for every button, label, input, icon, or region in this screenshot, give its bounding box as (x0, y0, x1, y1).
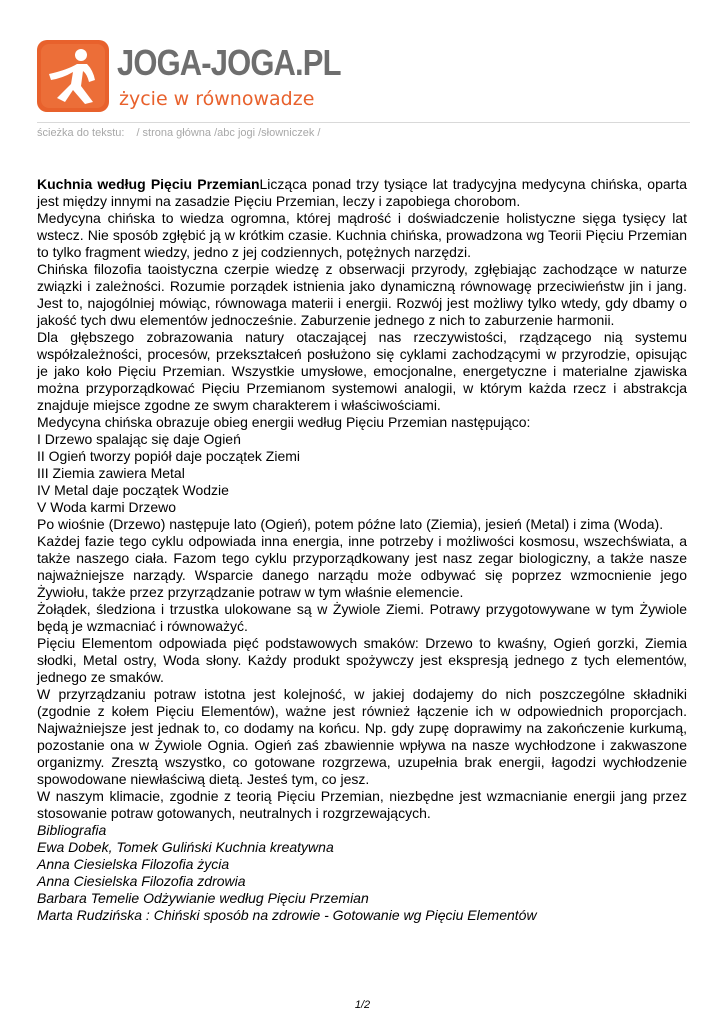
bibliography-item: Anna Ciesielska Filozofia zdrowia (37, 873, 246, 889)
paragraph: Po wiośnie (Drzewo) następuje lato (Ogień), potem późne lato (Ziemia), jesień (Metal) i zima (Woda). (37, 516, 664, 532)
bibliography-item: Barbara Temelie Odżywianie według Pięciu Przemian (37, 890, 369, 906)
article-title: Kuchnia według Pięciu Przemian (37, 176, 260, 192)
paragraph: W naszym klimacie, zgodnie z teorią Pięciu Przemian, niezbędne jest wzmacnianie energii jang przez stosowanie potraw gotowanych, neutralnych i rozgrzewających. (37, 788, 687, 821)
page-number: 1/2 (354, 999, 371, 1011)
header-divider (37, 122, 690, 123)
paragraph: W przyrządzaniu potraw istotna jest kolejność, w jakiej dodajemy do nich poszczególne składniki (zgodnie z kołem Pięciu Elementów), ważne jest również łączenie ich w odpowiednich proporcjach. Najważniejsze jest jednak to, co dodamy na końcu. Np. gdy zupę doprawimy na zakończenie kurkumą, pozostanie ona w Żywiole Ognia. Ogień zaś zbawiennie wpływa na nasze wychłodzone i zakwaszone organizmy. Zresztą wszystko, co gotowane rozgrzewa, uzupełnia brak energii, łagodzi wychłodzenie spowodowane niewłaściwą dietą. Jesteś tym, co jesz. (37, 686, 687, 787)
breadcrumb (37, 127, 320, 139)
paragraph: Medycyna chińska to wiedza ogromna, której mądrość i doświadczenie holistyczne sięga tysięcy lat wstecz. Nie sposób zgłębić ją w krótkim czasie. Kuchnia chińska, prowadzona wg Teorii Pięciu Przemian to tylko fragment wiedzy, jedno z jej codziennych, potężnych narzędzi. (37, 210, 687, 260)
site-header (37, 40, 341, 115)
paragraph: Medycyna chińska obrazuje obieg energii według Pięciu Przemian następująco: (37, 414, 531, 430)
breadcrumb-path[interactable]: / strona główna /abc jogi /słowniczek / (136, 127, 321, 139)
paragraph: Żołądek, śledziona i trzustka ulokowane są w Żywiole Ziemi. Potrawy przygotowywane w tym Żywiole będą je wzmacniać i równoważyć. (37, 601, 687, 634)
yoga-figure-logo-icon[interactable] (37, 40, 109, 112)
paragraph: Chińska filozofia taoistyczna czerpie wiedzę z obserwacji przyrody, zgłębiając zachodzące w naturze związki i zależności. Rozumie porządek istnienia jako dynamiczną równowagę przeciwieństw jin i jang. Jest to, najogólniej mówiąc, równowaga materii i energii. Rozwój jest możliwy tylko wtedy, gdy dbamy o jakość tych dwu elementów jednocześnie. Zaburzenie jednego z nich to zaburzenie harmonii. (37, 261, 687, 328)
paragraph: Każdej fazie tego cyklu odpowiada inna energia, inne potrzeby i możliwości kosmosu, wszechświata, a także naszego ciała. Fazom tego cyklu przyporządkowany jest nasz zegar biologiczny, a także nasze najważniejsze narządy. Wsparcie danego narządu może odbywać się poprzez wzmocnienie jego Żywiołu, także przez przyrządzanie potraw w tym właśnie elemencie. (37, 533, 687, 600)
bibliography-item: Anna Ciesielska Filozofia życia (37, 856, 230, 872)
paragraph: Dla głębszego zobrazowania natury otaczającej nas rzeczywistości, rządzącego nią systemu współzależności, procesów, przekształceń posłużono się cyklami zachodzącymi w przyrodzie, opisując je jako koło Pięciu Przemian. Wszystkie umysłowe, emocjonalne, energetyczne i materialne zjawiska można przyporządkować Pięciu Przemianom systemowi analogii, w którym każda rzecz i abstrakcja znajduje miejsce zgodne ze swym charakterem i właściwościami. (37, 329, 687, 413)
bibliography-item: Ewa Dobek, Tomek Guliński Kuchnia kreatywna (37, 839, 334, 855)
cycle-item: II Ogień tworzy popiół daje początek Ziemi (37, 448, 301, 464)
article-body (37, 176, 687, 924)
cycle-item: I Drzewo spalając się daje Ogień (37, 431, 241, 447)
site-name[interactable]: JOGA-JOGA.PL (117, 42, 341, 83)
cycle-item: III Ziemia zawiera Metal (37, 465, 185, 481)
paragraph: Pięciu Elementom odpowiada pięć podstawowych smaków: Drzewo to kwaśny, Ogień gorzki, Ziemia słodki, Metal ostry, Woda słony. Każdy produkt spożywczy jest ekspresją jednego z tych elementów, jednego ze smaków. (37, 635, 687, 685)
bibliography-item: Marta Rudzińska : Chiński sposób na zdrowie - Gotowanie wg Pięciu Elementów (37, 907, 537, 923)
cycle-item: V Woda karmi Drzewo (37, 499, 177, 515)
bibliography-title: Bibliografia (37, 822, 107, 838)
cycle-item: IV Metal daje początek Wodzie (37, 482, 229, 498)
breadcrumb-label: ścieżka do tekstu: (37, 127, 125, 139)
article-intro (37, 176, 687, 210)
site-tagline: życie w równowadze (119, 88, 315, 110)
article-intro-text: Licząca ponad trzy tysiące lat tradycyjna medycyna chińska, oparta jest między innymi na zasadzie Pięciu Przemian, leczy i zapobiega chorobom. (37, 176, 687, 209)
